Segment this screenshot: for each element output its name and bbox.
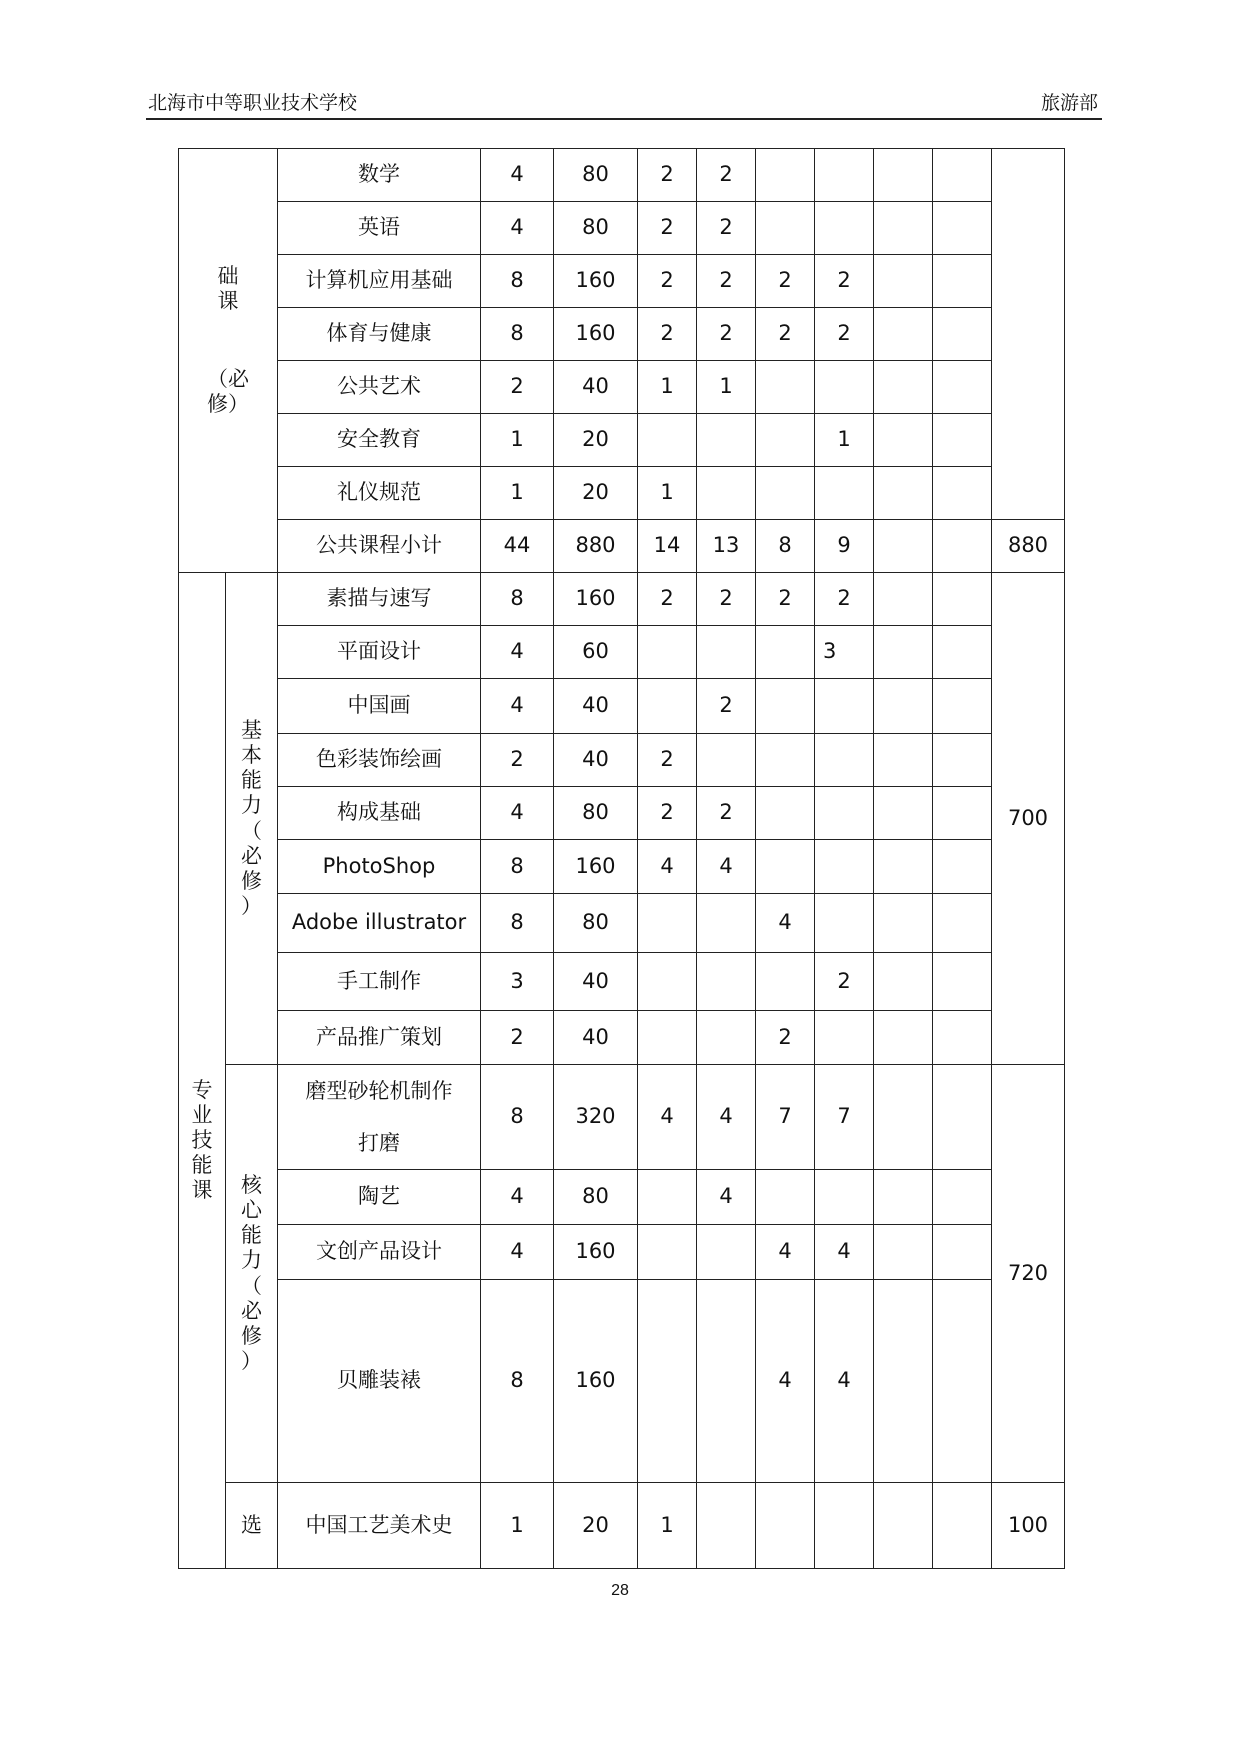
table-row: 色彩装饰绘画 2 40 2: [179, 734, 1065, 787]
table-row: 选 中国工艺美术史 1 20 1 100: [179, 1483, 1065, 1569]
course-name: 手工制作: [278, 953, 481, 1011]
table-row: 计算机应用基础 8 160 2 2 2 2: [179, 255, 1065, 308]
table-row-subtotal: 公共课程小计 44 880 14 13 8 9 880: [179, 520, 1065, 573]
professional-course-label: 专 业 技 能 课: [179, 573, 226, 1569]
elective-label: 选: [226, 1483, 278, 1569]
page-header: [146, 88, 1102, 120]
course-name: 中国画: [278, 679, 481, 734]
course-name: 安全教育: [278, 414, 481, 467]
course-name: 色彩装饰绘画: [278, 734, 481, 787]
table-row: 文创产品设计 4 160 4 4: [179, 1225, 1065, 1280]
course-name: 公共艺术: [278, 361, 481, 414]
curriculum-table: [178, 148, 1065, 1569]
course-name: 礼仪规范: [278, 467, 481, 520]
table-row: 英语 4 80 2 2: [179, 202, 1065, 255]
table-row: 构成基础 4 80 2 2: [179, 787, 1065, 840]
table-row: 贝雕装裱 8 160 4 4: [179, 1280, 1065, 1483]
core-total: 720: [992, 1065, 1065, 1483]
table-row: 产品推广策划 2 40 2: [179, 1011, 1065, 1065]
table-row: 础 课 （必 修） 数学 4 80 2 2: [179, 149, 1065, 202]
public-subtotal: 880: [992, 520, 1065, 573]
table-row: 安全教育 1 20 1: [179, 414, 1065, 467]
department-name: 旅游部: [1040, 92, 1098, 114]
table-row: 中国画 4 40 2: [179, 679, 1065, 734]
course-name: 英语: [278, 202, 481, 255]
course-name: 中国工艺美术史: [278, 1483, 481, 1569]
table-row: 专 业 技 能 课 基 本 能 力 （ 必 修 ） 素描与速写 8 160 2 2 2 2 700: [179, 573, 1065, 626]
table-row: Adobe illustrator 8 80 4: [179, 894, 1065, 953]
school-name: 北海市中等职业技术学校: [148, 92, 358, 114]
page-number: 28: [611, 1582, 629, 1599]
core-ability-label: 核 心 能 力 （ 必 修 ）: [226, 1065, 278, 1483]
course-name: 平面设计: [278, 626, 481, 679]
table-row: 体育与健康 8 160 2 2 2 2: [179, 308, 1065, 361]
course-name: 产品推广策划: [278, 1011, 481, 1065]
course-name: 贝雕装裱: [278, 1280, 481, 1483]
course-name: 文创产品设计: [278, 1225, 481, 1280]
table-row: 公共艺术 2 40 1 1: [179, 361, 1065, 414]
table-row: 核 心 能 力 （ 必 修 ） 磨型砂轮机制作 打磨 8 320 4 4 7 7 720: [179, 1065, 1065, 1170]
course-name: 数学: [278, 149, 481, 202]
table-row: 礼仪规范 1 20 1: [179, 467, 1065, 520]
public-total-cell: [992, 149, 1065, 520]
course-name: 计算机应用基础: [278, 255, 481, 308]
course-name: 磨型砂轮机制作 打磨: [278, 1065, 481, 1170]
public-course-label: 础 课 （必 修）: [179, 149, 278, 573]
course-name: 公共课程小计: [278, 520, 481, 573]
basic-ability-label: 基 本 能 力 （ 必 修 ）: [226, 573, 278, 1065]
table-row: PhotoShop 8 160 4 4: [179, 840, 1065, 894]
table-row: 手工制作 3 40 2: [179, 953, 1065, 1011]
basic-total: 700: [992, 573, 1065, 1065]
elective-total: 100: [992, 1483, 1065, 1569]
course-name: 素描与速写: [278, 573, 481, 626]
table-row: 平面设计 4 60 3: [179, 626, 1065, 679]
table-row: 陶艺 4 80 4: [179, 1170, 1065, 1225]
course-name: PhotoShop: [278, 840, 481, 894]
course-name: 体育与健康: [278, 308, 481, 361]
course-name: 构成基础: [278, 787, 481, 840]
course-name: Adobe illustrator: [278, 894, 481, 953]
course-name: 陶艺: [278, 1170, 481, 1225]
